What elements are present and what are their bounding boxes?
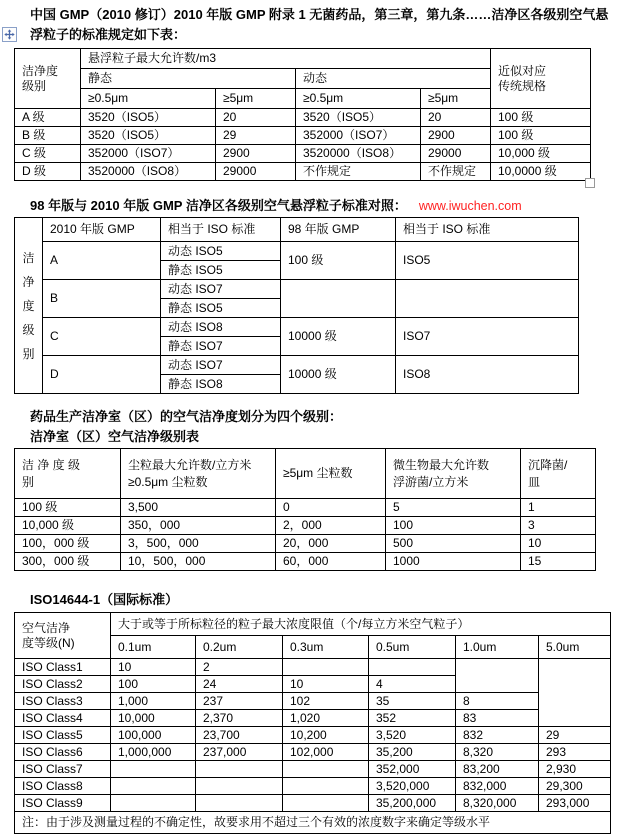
table-row	[15, 242, 579, 261]
table-cell: ISO Class6	[15, 744, 111, 761]
header-cell: 洁 净 度 级 别	[15, 449, 121, 499]
empty-cell	[539, 659, 611, 727]
header-cell: 空气洁净 度等级(N)	[15, 613, 111, 659]
table-cell: 1,000,000	[111, 744, 196, 761]
table-row	[15, 727, 611, 744]
table-cell: 29000	[421, 145, 491, 163]
header-cell: ≥5μm	[216, 89, 296, 109]
table-cell	[111, 761, 196, 778]
table-cell: 3520（ISO5）	[81, 127, 216, 145]
table-cell: 10,000	[111, 710, 196, 727]
table-cell: 100	[386, 517, 521, 535]
table-cell: 10,000 级	[15, 517, 121, 535]
table-cell: 102	[283, 693, 369, 710]
table-row	[15, 127, 591, 145]
table-row	[15, 778, 611, 795]
table-cell: 动态 ISO5	[161, 242, 281, 261]
table-cell: 0	[276, 499, 386, 517]
table-cell: 动态 ISO7	[161, 356, 281, 375]
table-cell: 60，000	[276, 553, 386, 571]
table-cell: 15	[521, 553, 596, 571]
header-cell: ≥5μm	[421, 89, 491, 109]
table-cell: 4	[369, 676, 456, 693]
table-cell: 2，000	[276, 517, 386, 535]
header-cell: 静态	[81, 69, 296, 89]
table-cell: 100 级	[15, 499, 121, 517]
table-cell: 100 级	[491, 127, 591, 145]
table-cell	[196, 761, 283, 778]
table-cell: 352000（ISO7）	[296, 127, 421, 145]
table-cell	[281, 280, 396, 318]
header-cell: 微生物最大允许数 浮游菌/立方米	[386, 449, 521, 499]
table-cell	[283, 761, 369, 778]
table-row	[15, 693, 611, 710]
table-cell: 2	[196, 659, 283, 676]
section4-heading: ISO14644-1（国际标准）	[30, 592, 179, 607]
header-cell: 0.5um	[369, 636, 456, 659]
table-cell: 35,200	[369, 744, 456, 761]
table-cell: 100 级	[491, 109, 591, 127]
header-cell: 大于或等于所标粒径的粒子最大浓度限值（个/每立方米空气粒子）	[111, 613, 611, 636]
header-cell: 1.0um	[456, 636, 539, 659]
table-cell: 静态 ISO8	[161, 375, 281, 394]
table-cell: 3520000（ISO8）	[81, 163, 216, 181]
website-link[interactable]: www.iwuchen.com	[418, 199, 522, 213]
header-cell: 相当于 ISO 标准	[161, 218, 281, 242]
table-cell: 832,000	[456, 778, 539, 795]
table-cell: 10	[283, 676, 369, 693]
grade-cell: A	[43, 242, 161, 280]
gmp2010-particle-table	[14, 48, 591, 181]
table-cell: 23,700	[196, 727, 283, 744]
table-row	[15, 744, 611, 761]
table-cell: 102,000	[283, 744, 369, 761]
table-move-handle-icon[interactable]	[2, 27, 17, 42]
document-title: 中国 GMP（2010 修订）2010 年版 GMP 附录 1 无菌药品，第三章，第九条……洁净区各级别空气悬浮粒子的标准规定如下表：	[30, 7, 609, 42]
table-cell: 237,000	[196, 744, 283, 761]
table-cell: 24	[196, 676, 283, 693]
table-cell: 1	[521, 499, 596, 517]
table-cell: ISO Class4	[15, 710, 111, 727]
table-cell	[283, 659, 369, 676]
table-cell: 2900	[216, 145, 296, 163]
table-cell: ISO8	[396, 356, 579, 394]
table-row	[15, 535, 596, 553]
iso14644-table	[14, 612, 611, 834]
table-cell: 2,370	[196, 710, 283, 727]
grade-cell: B	[43, 280, 161, 318]
table-cell: 35	[369, 693, 456, 710]
header-cell: 0.2um	[196, 636, 283, 659]
table-cell: 动态 ISO8	[161, 318, 281, 337]
cleanroom-level-table	[14, 448, 596, 571]
table-cell: ISO5	[396, 242, 579, 280]
table-cell: 10000 级	[281, 318, 396, 356]
table-cell	[196, 778, 283, 795]
table-cell: 3520（ISO5）	[81, 109, 216, 127]
table-cell: 3	[521, 517, 596, 535]
table-cell: 5	[386, 499, 521, 517]
table-cell: 静态 ISO5	[161, 299, 281, 318]
table-cell: 35,200,000	[369, 795, 456, 812]
header-cell: 悬浮粒子最大允许数/m3	[81, 49, 491, 69]
table-cell: 29	[539, 727, 611, 744]
table-cell: 3,500	[121, 499, 276, 517]
table-cell: 237	[196, 693, 283, 710]
table-cell: 10,0000 级	[491, 163, 591, 181]
table-cell: 20	[421, 109, 491, 127]
header-cell: 近似对应 传统规格	[491, 49, 591, 109]
table-cell: ISO Class7	[15, 761, 111, 778]
table-cell: 3520（ISO5）	[296, 109, 421, 127]
header-cell: 相当于 ISO 标准	[396, 218, 579, 242]
gmp-comparison-table	[14, 217, 579, 394]
table-row	[15, 812, 611, 834]
header-cell: 2010 年版 GMP	[43, 218, 161, 242]
table-cell: 83,200	[456, 761, 539, 778]
table-cell: 20，000	[276, 535, 386, 553]
table-cell: 100 级	[281, 242, 396, 280]
table-cell: 350，000	[121, 517, 276, 535]
table-cell: ISO Class5	[15, 727, 111, 744]
header-cell: 5.0um	[539, 636, 611, 659]
table-cell: 832	[456, 727, 539, 744]
section2-heading-text: 98 年版与 2010 年版 GMP 洁净区各级别空气悬浮粒子标准对照：	[30, 198, 407, 213]
table-cell	[396, 280, 579, 318]
table-cell: 29	[216, 127, 296, 145]
table-cell: 352000（ISO7）	[81, 145, 216, 163]
table-cell: 10，500，000	[121, 553, 276, 571]
table-cell: 1,000	[111, 693, 196, 710]
table-row	[15, 280, 579, 299]
table-row	[15, 659, 611, 676]
table-cell: 不作规定	[421, 163, 491, 181]
table-cell: B 级	[15, 127, 81, 145]
section3-heading1: 药品生产洁净室（区）的空气洁净度划分为四个级别：	[30, 409, 343, 424]
table-cell: 动态 ISO7	[161, 280, 281, 299]
table-cell: 10,000 级	[491, 145, 591, 163]
table-cell: 8,320,000	[456, 795, 539, 812]
table-cell: 100	[111, 676, 196, 693]
grade-cell: C	[43, 318, 161, 356]
table-cell: 8	[456, 693, 539, 710]
table-cell: A 级	[15, 109, 81, 127]
table-cell: 3，500，000	[121, 535, 276, 553]
header-cell: 洁净度 级别	[15, 49, 81, 109]
header-cell: 0.1um	[111, 636, 196, 659]
table-cell: 352	[369, 710, 456, 727]
table-cell	[111, 795, 196, 812]
grade-cell: D	[43, 356, 161, 394]
table-cell: 10	[111, 659, 196, 676]
header-cell: ≥0.5μm	[296, 89, 421, 109]
header-cell: 0.3um	[283, 636, 369, 659]
header-cell: 沉降菌/ 皿	[521, 449, 596, 499]
table-cell: D 级	[15, 163, 81, 181]
table-cell: 2,930	[539, 761, 611, 778]
table-cell: 293	[539, 744, 611, 761]
table-row	[15, 145, 591, 163]
table-cell: 500	[386, 535, 521, 553]
table-row	[15, 318, 579, 337]
table-cell: C 级	[15, 145, 81, 163]
table-row	[15, 499, 596, 517]
table-row	[15, 795, 611, 812]
table-cell	[369, 659, 456, 676]
table-row	[15, 553, 596, 571]
table-cell: 293,000	[539, 795, 611, 812]
four-arrows-icon	[4, 29, 15, 40]
table-resize-handle[interactable]	[585, 178, 595, 188]
table-cell: ISO Class2	[15, 676, 111, 693]
table-cell: 静态 ISO5	[161, 261, 281, 280]
table-cell: 2900	[421, 127, 491, 145]
table-cell: 29000	[216, 163, 296, 181]
table-cell: 3520000（ISO8）	[296, 145, 421, 163]
table-row	[15, 356, 579, 375]
table-cell: ISO7	[396, 318, 579, 356]
table-cell: 静态 ISO7	[161, 337, 281, 356]
table-cell: ISO Class3	[15, 693, 111, 710]
table-cell: 29,300	[539, 778, 611, 795]
table-cell: 1000	[386, 553, 521, 571]
table-cell	[196, 795, 283, 812]
empty-cell	[456, 659, 539, 693]
table-cell	[283, 778, 369, 795]
table-cell: 20	[216, 109, 296, 127]
table-cell: 8,320	[456, 744, 539, 761]
header-cell: 98 年版 GMP	[281, 218, 396, 242]
table-cell: ISO Class1	[15, 659, 111, 676]
table-cell: ISO Class8	[15, 778, 111, 795]
header-cell: ≥5μm 尘粒数	[276, 449, 386, 499]
table-row	[15, 761, 611, 778]
table-cell: 100，000 级	[15, 535, 121, 553]
section2-heading	[30, 196, 614, 216]
table-cell: 1,020	[283, 710, 369, 727]
table-row	[15, 109, 591, 127]
table-cell: 352,000	[369, 761, 456, 778]
table-cell: 10	[521, 535, 596, 553]
table-cell: 3,520	[369, 727, 456, 744]
table-cell: 10,200	[283, 727, 369, 744]
table-row	[15, 163, 591, 181]
table-cell: 不作规定	[296, 163, 421, 181]
table-cell	[111, 778, 196, 795]
table-row	[15, 517, 596, 535]
section3-heading2: 洁净室（区）空气洁净级别表	[30, 429, 200, 444]
table-cell	[283, 795, 369, 812]
table-cell: 100,000	[111, 727, 196, 744]
table-cell: 3,520,000	[369, 778, 456, 795]
table-cell: 83	[456, 710, 539, 727]
side-label-cell: 洁 净 度 级 别	[15, 218, 43, 394]
table-cell: 300，000 级	[15, 553, 121, 571]
table-row	[15, 710, 611, 727]
header-cell: ≥0.5μm	[81, 89, 216, 109]
header-cell: 尘粒最大允许数/立方米 ≥0.5μm 尘粒数	[121, 449, 276, 499]
note-cell: 注：由于涉及测量过程的不确定性，故要求用不超过三个有效的浓度数字来确定等级水平	[15, 812, 611, 834]
table-cell: ISO Class9	[15, 795, 111, 812]
header-cell: 动态	[296, 69, 491, 89]
table-cell: 10000 级	[281, 356, 396, 394]
